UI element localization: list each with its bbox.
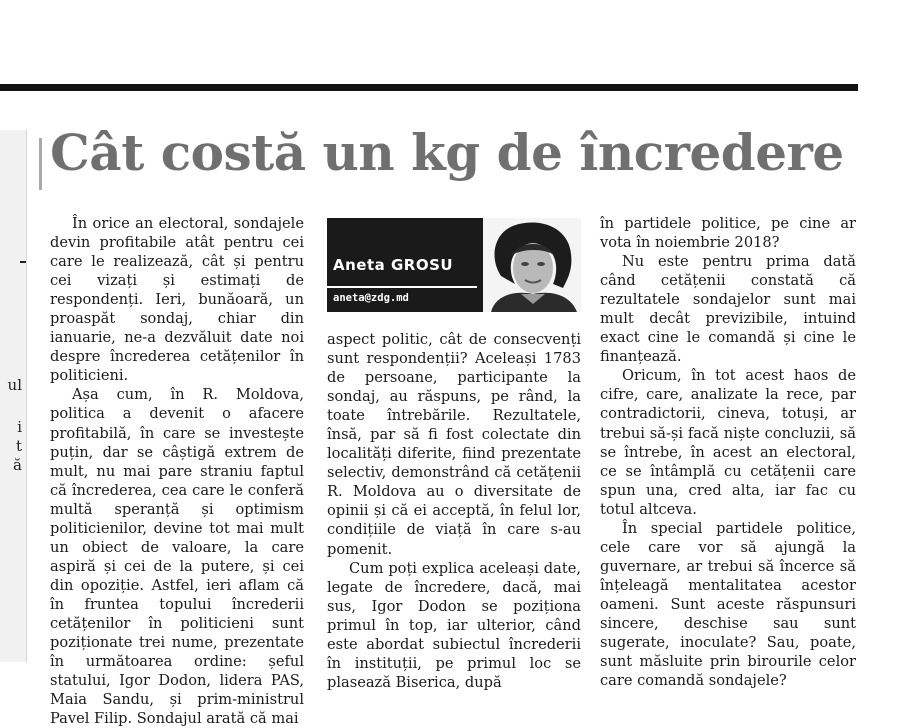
article-column-2 (327, 330, 581, 692)
top-rule (0, 84, 858, 91)
fragment-text: ă (13, 456, 22, 474)
author-name: Aneta GROSU (333, 256, 454, 274)
paragraph: În orice an electoral, sondajele devin profitabile atât pentru cei care le realizează, cât și pentru cei vizați și estimați de respondenți. Ieri, bunăoară, un proaspăt sondaj, chiar din ianuarie, ne-a dezvăluit date noi despre încrederea cetățenilor în politicieni. (50, 215, 304, 385)
paragraph: Oricum, în tot acest haos de cifre, care, analizate la rece, par contradictorii, cineva, totuși, ar trebui să-și facă niște concluzii, să se întrebe, în acest an electoral, ce se întâmplă cu cetățenii care spun una, cred alta, iar fac cu totul altceva. (600, 367, 856, 518)
author-email[interactable]: aneta@zdg.md (333, 292, 409, 304)
fragment-text: i (17, 418, 22, 436)
author-box (327, 218, 581, 312)
fragment-text: t (15, 437, 22, 455)
paragraph: aspect politic, cât de consecvenți sunt respondenții? Aceleași 1783 de persoane, participante la sondaj, au răspuns, pe rând, la toate întrebările. Rezultatele, însă, par să fi fost colectate din localități diferite, fiind prezentate selectiv, demonstrând că cetățenii R. Moldova au o diversitate de opinii și că ei acceptă, în felul lor, condițiile de viață în care s-au pomenit. (327, 331, 581, 558)
fragment-text: ul (7, 376, 22, 394)
article-column-1 (50, 214, 304, 728)
headline-accent-bar (39, 138, 42, 190)
fragment-dash (20, 261, 26, 263)
paragraph: În special partidele politice, cele care vor să ajungă la guvernare, ar trebui să încerce să înțeleagă mentalitatea acestor oameni. Sunt aceste răspunsuri sincere, deschise sau sunt sugerate, inoculate? Sau, poate, sunt măsluite prin birourile celor care comandă sondajele? (600, 519, 856, 690)
author-photo (483, 218, 581, 312)
paragraph: Așa cum, în R. Moldova, politica a devenit o afacere profitabilă, în care se investește puțin, dar se câștigă extrem de mult, nu mai pare straniu faptul că încrederea, cea care le conferă multă speranță și optimism politicienilor, devine tot mai mult un obiect de valoare, la care aspiră și cei de la putere, și cei din opoziție. Astfel, ieri aflam că în fruntea topului încrederii cetățenilor în politicieni sunt poziționate trei nume, prezentate în următoarea ordine: șeful statului, Igor Dodon, lidera PAS, Maia Sandu, și prim-ministrul Pavel Filip. Sondajul arată că mai (50, 386, 304, 728)
article-column-3 (600, 214, 856, 690)
paragraph: în partidele politice, pe cine ar vota în noiembrie 2018? (600, 215, 856, 252)
article-headline: Cât costă un kg de încredere (50, 123, 844, 182)
paragraph: Nu este pentru prima dată când cetățenii constată că rezultatele sondajelor sunt mai mult decât previzibile, intuind exact cine le comandă și cine le finanțează. (600, 253, 856, 366)
author-divider (327, 286, 477, 288)
previous-article-column (0, 130, 27, 662)
paragraph: Cum poți explica aceleași date, legate de încredere, dacă, mai sus, Igor Dodon se poziționa primul în top, iar ulterior, când este abordat subiectul încrederii în instituții, pe primul loc se plasează Biserica, după (327, 559, 581, 691)
